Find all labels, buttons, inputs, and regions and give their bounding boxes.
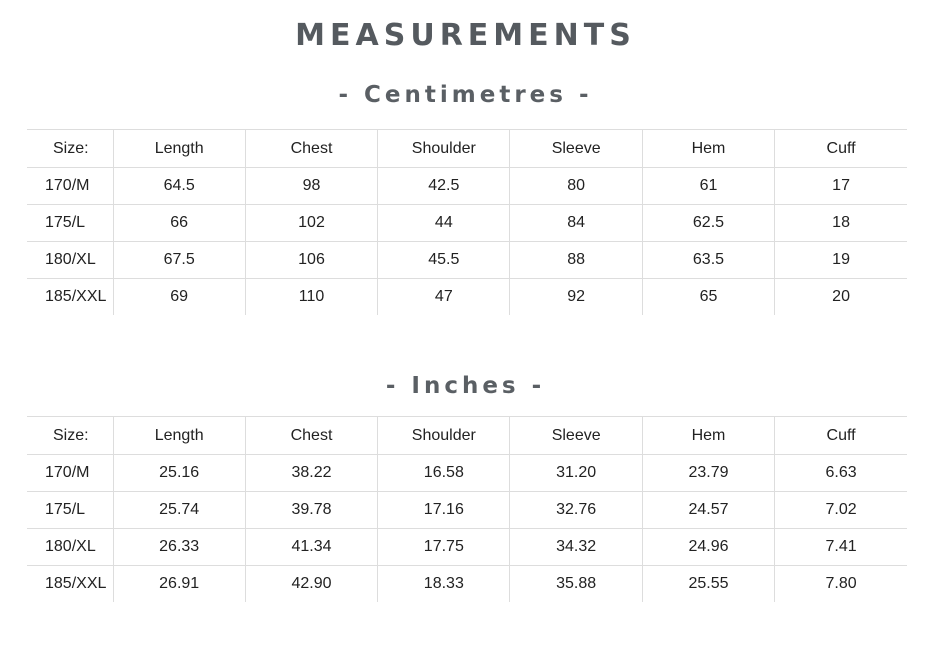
table-row	[27, 455, 907, 492]
cuff-cell: 6.63	[775, 455, 907, 492]
chest-cell: 39.78	[245, 492, 377, 529]
header-cuff: Cuff	[775, 130, 907, 168]
header-shoulder: Shoulder	[378, 130, 510, 168]
shoulder-cell: 17.75	[378, 529, 510, 566]
cuff-cell: 19	[775, 242, 907, 279]
hem-cell: 24.96	[642, 529, 774, 566]
shoulder-cell: 44	[378, 205, 510, 242]
header-shoulder: Shoulder	[378, 417, 510, 455]
size-cell: 185/XXL	[45, 288, 107, 305]
chest-cell: 38.22	[245, 455, 377, 492]
hem-cell: 24.57	[642, 492, 774, 529]
size-cell: 180/XL	[27, 242, 113, 279]
length-cell: 26.91	[113, 566, 245, 603]
size-cell: 175/L	[27, 205, 113, 242]
header-hem: Hem	[642, 130, 774, 168]
table-row	[27, 566, 907, 603]
sleeve-cell: 92	[510, 279, 642, 316]
length-cell: 69	[113, 279, 245, 316]
cuff-cell: 20	[775, 279, 907, 316]
header-row	[27, 130, 907, 168]
sleeve-cell: 84	[510, 205, 642, 242]
chest-cell: 110	[245, 279, 377, 316]
header-cuff: Cuff	[775, 417, 907, 455]
length-cell: 26.33	[113, 529, 245, 566]
header-row	[27, 417, 907, 455]
table-row	[27, 279, 907, 316]
cuff-cell: 7.80	[775, 566, 907, 603]
chest-cell: 102	[245, 205, 377, 242]
shoulder-cell: 47	[378, 279, 510, 316]
centimetres-table	[27, 129, 907, 315]
table-row	[27, 205, 907, 242]
table-row	[27, 492, 907, 529]
sleeve-cell: 80	[510, 168, 642, 205]
sleeve-cell: 34.32	[510, 529, 642, 566]
header-length: Length	[113, 130, 245, 168]
hem-cell: 23.79	[642, 455, 774, 492]
chest-cell: 106	[245, 242, 377, 279]
header-chest: Chest	[245, 130, 377, 168]
shoulder-cell: 18.33	[378, 566, 510, 603]
length-cell: 25.16	[113, 455, 245, 492]
header-size: Size:	[27, 130, 113, 168]
header-size: Size:	[27, 417, 113, 455]
length-cell: 25.74	[113, 492, 245, 529]
section-heading-inches: - Inches -	[385, 373, 546, 399]
shoulder-cell: 42.5	[378, 168, 510, 205]
length-cell: 67.5	[113, 242, 245, 279]
sleeve-cell: 32.76	[510, 492, 642, 529]
cuff-cell: 7.41	[775, 529, 907, 566]
header-hem: Hem	[642, 417, 774, 455]
hem-cell: 62.5	[642, 205, 774, 242]
shoulder-cell: 16.58	[378, 455, 510, 492]
table-row	[27, 168, 907, 205]
size-cell: 170/M	[27, 455, 113, 492]
size-cell: 170/M	[27, 168, 113, 205]
sleeve-cell: 31.20	[510, 455, 642, 492]
header-length: Length	[113, 417, 245, 455]
size-cell: 185/XXL	[45, 575, 107, 592]
hem-cell: 61	[642, 168, 774, 205]
sleeve-cell: 35.88	[510, 566, 642, 603]
sleeve-cell: 88	[510, 242, 642, 279]
cuff-cell: 18	[775, 205, 907, 242]
size-cell: 175/L	[27, 492, 113, 529]
inches-table	[27, 416, 907, 602]
chest-cell: 42.90	[245, 566, 377, 603]
table-row	[27, 242, 907, 279]
hem-cell: 65	[642, 279, 774, 316]
chest-cell: 41.34	[245, 529, 377, 566]
chest-cell: 98	[245, 168, 377, 205]
length-cell: 64.5	[113, 168, 245, 205]
shoulder-cell: 17.16	[378, 492, 510, 529]
page-title: MEASUREMENTS	[295, 18, 636, 53]
section-heading-centimetres: - Centimetres -	[338, 82, 593, 108]
length-cell: 66	[113, 205, 245, 242]
cuff-cell: 7.02	[775, 492, 907, 529]
hem-cell: 25.55	[642, 566, 774, 603]
size-cell: 180/XL	[27, 529, 113, 566]
header-sleeve: Sleeve	[510, 130, 642, 168]
table-row	[27, 529, 907, 566]
hem-cell: 63.5	[642, 242, 774, 279]
header-sleeve: Sleeve	[510, 417, 642, 455]
cuff-cell: 17	[775, 168, 907, 205]
header-chest: Chest	[245, 417, 377, 455]
shoulder-cell: 45.5	[378, 242, 510, 279]
